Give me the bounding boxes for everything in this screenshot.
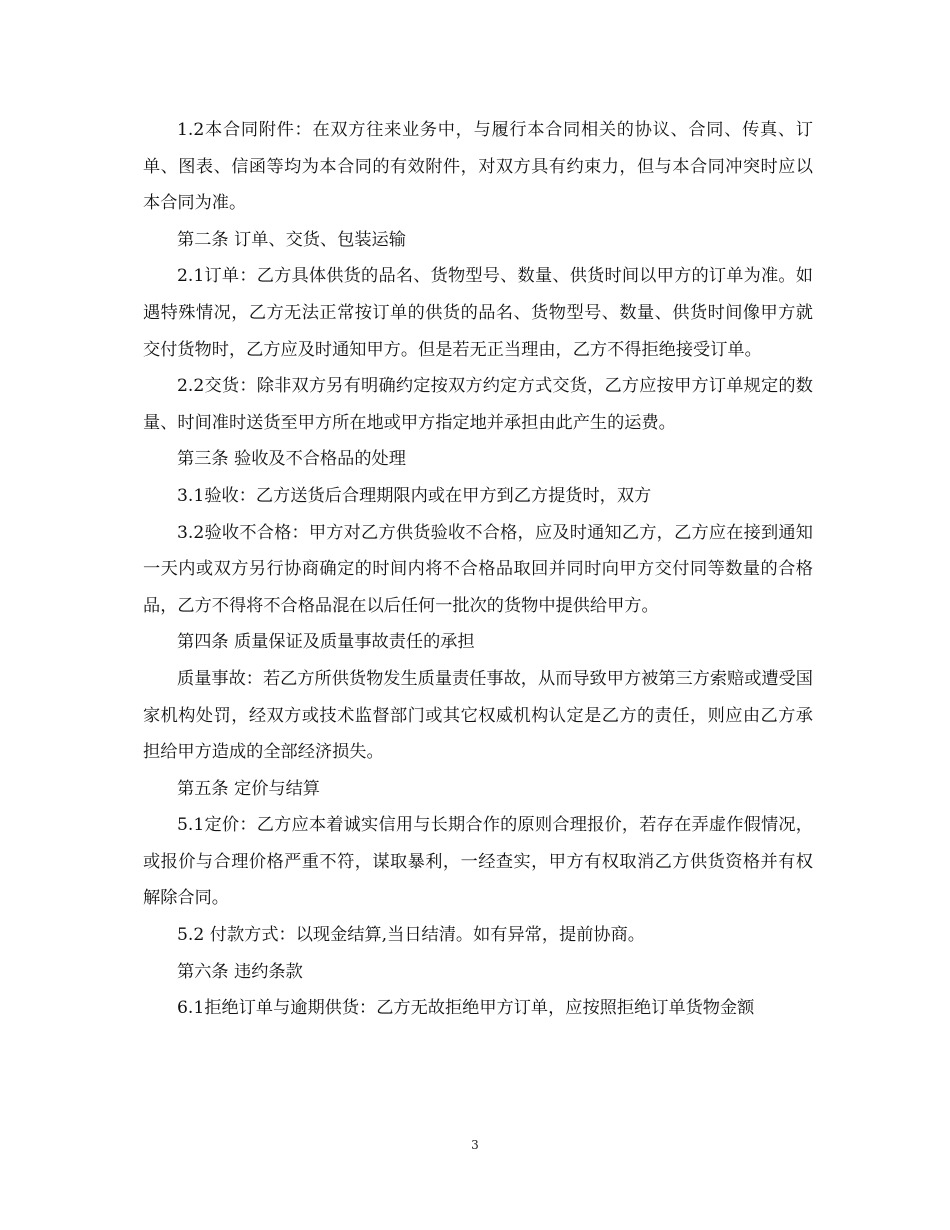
clause-3-1-acceptance: 3.1验收：乙方送货后合理期限内或在甲方到乙方提货时，双方	[177, 485, 652, 506]
article-4-heading: 第四条 质量保证及质量事故责任的承担	[177, 632, 475, 653]
article-2-heading: 第二条 订单、交货、包装运输	[177, 229, 406, 250]
clause-2-2-delivery: 2.2交货：除非双方另有明确约定按双方约定方式交货，乙方应按甲方订单规定的数量、时间准时送货至甲方所在地或甲方指定地并承担由此产生的运费。	[143, 376, 813, 433]
clause-5-1-pricing: 5.1定价：乙方应本着诚实信用与长期合作的原则合理报价，若存在弄虚作假情况，或报价与合理价格严重不符，谋取暴利，一经查实，甲方有权取消乙方供货资格并有权解除合同。	[143, 815, 813, 909]
article-6-heading: 第六条 违约条款	[177, 961, 303, 982]
clause-2-1-orders: 2.1订单：乙方具体供货的品名、货物型号、数量、供货时间以甲方的订单为准。如遇特殊情况，乙方无法正常按订单的供货的品名、货物型号、数量、供货时间像甲方就交付货物时，乙方应及时通知甲方。但是若无正当理由，乙方不得拒绝接受订单。	[143, 266, 813, 360]
clause-5-2-payment: 5.2 付款方式：以现金结算,当日结清。如有异常，提前协商。	[177, 925, 645, 946]
document-body	[143, 112, 813, 1027]
clause-1-2-attachments: 1.2本合同附件：在双方往来业务中，与履行本合同相关的协议、合同、传真、订单、图表、信函等均为本合同的有效附件，对双方具有约束力，但与本合同冲突时应以本合同为准。	[143, 120, 813, 214]
clause-quality-accident: 质量事故：若乙方所供货物发生质量责任事故，从而导致甲方被第三方索赔或遭受国家机构处罚，经双方或技术监督部门或其它权威机构认定是乙方的责任，则应由乙方承担给甲方造成的全部经济损失。	[143, 668, 813, 763]
article-3-heading: 第三条 验收及不合格品的处理	[177, 449, 406, 470]
clause-3-2-nonconforming: 3.2验收不合格：甲方对乙方供货验收不合格，应及时通知乙方，乙方应在接到通知一天内或双方另行协商确定的时间内将不合格品取回并同时向甲方交付同等数量的合格品，乙方不得将不合格品混在以后任何一批次的货物中提供给甲方。	[143, 522, 813, 616]
article-5-heading: 第五条 定价与结算	[177, 778, 320, 799]
clause-6-1-refusal: 6.1拒绝订单与逾期供货：乙方无故拒绝甲方订单，应按照拒绝订单货物金额	[177, 998, 755, 1019]
page-number: 3	[471, 1138, 479, 1152]
